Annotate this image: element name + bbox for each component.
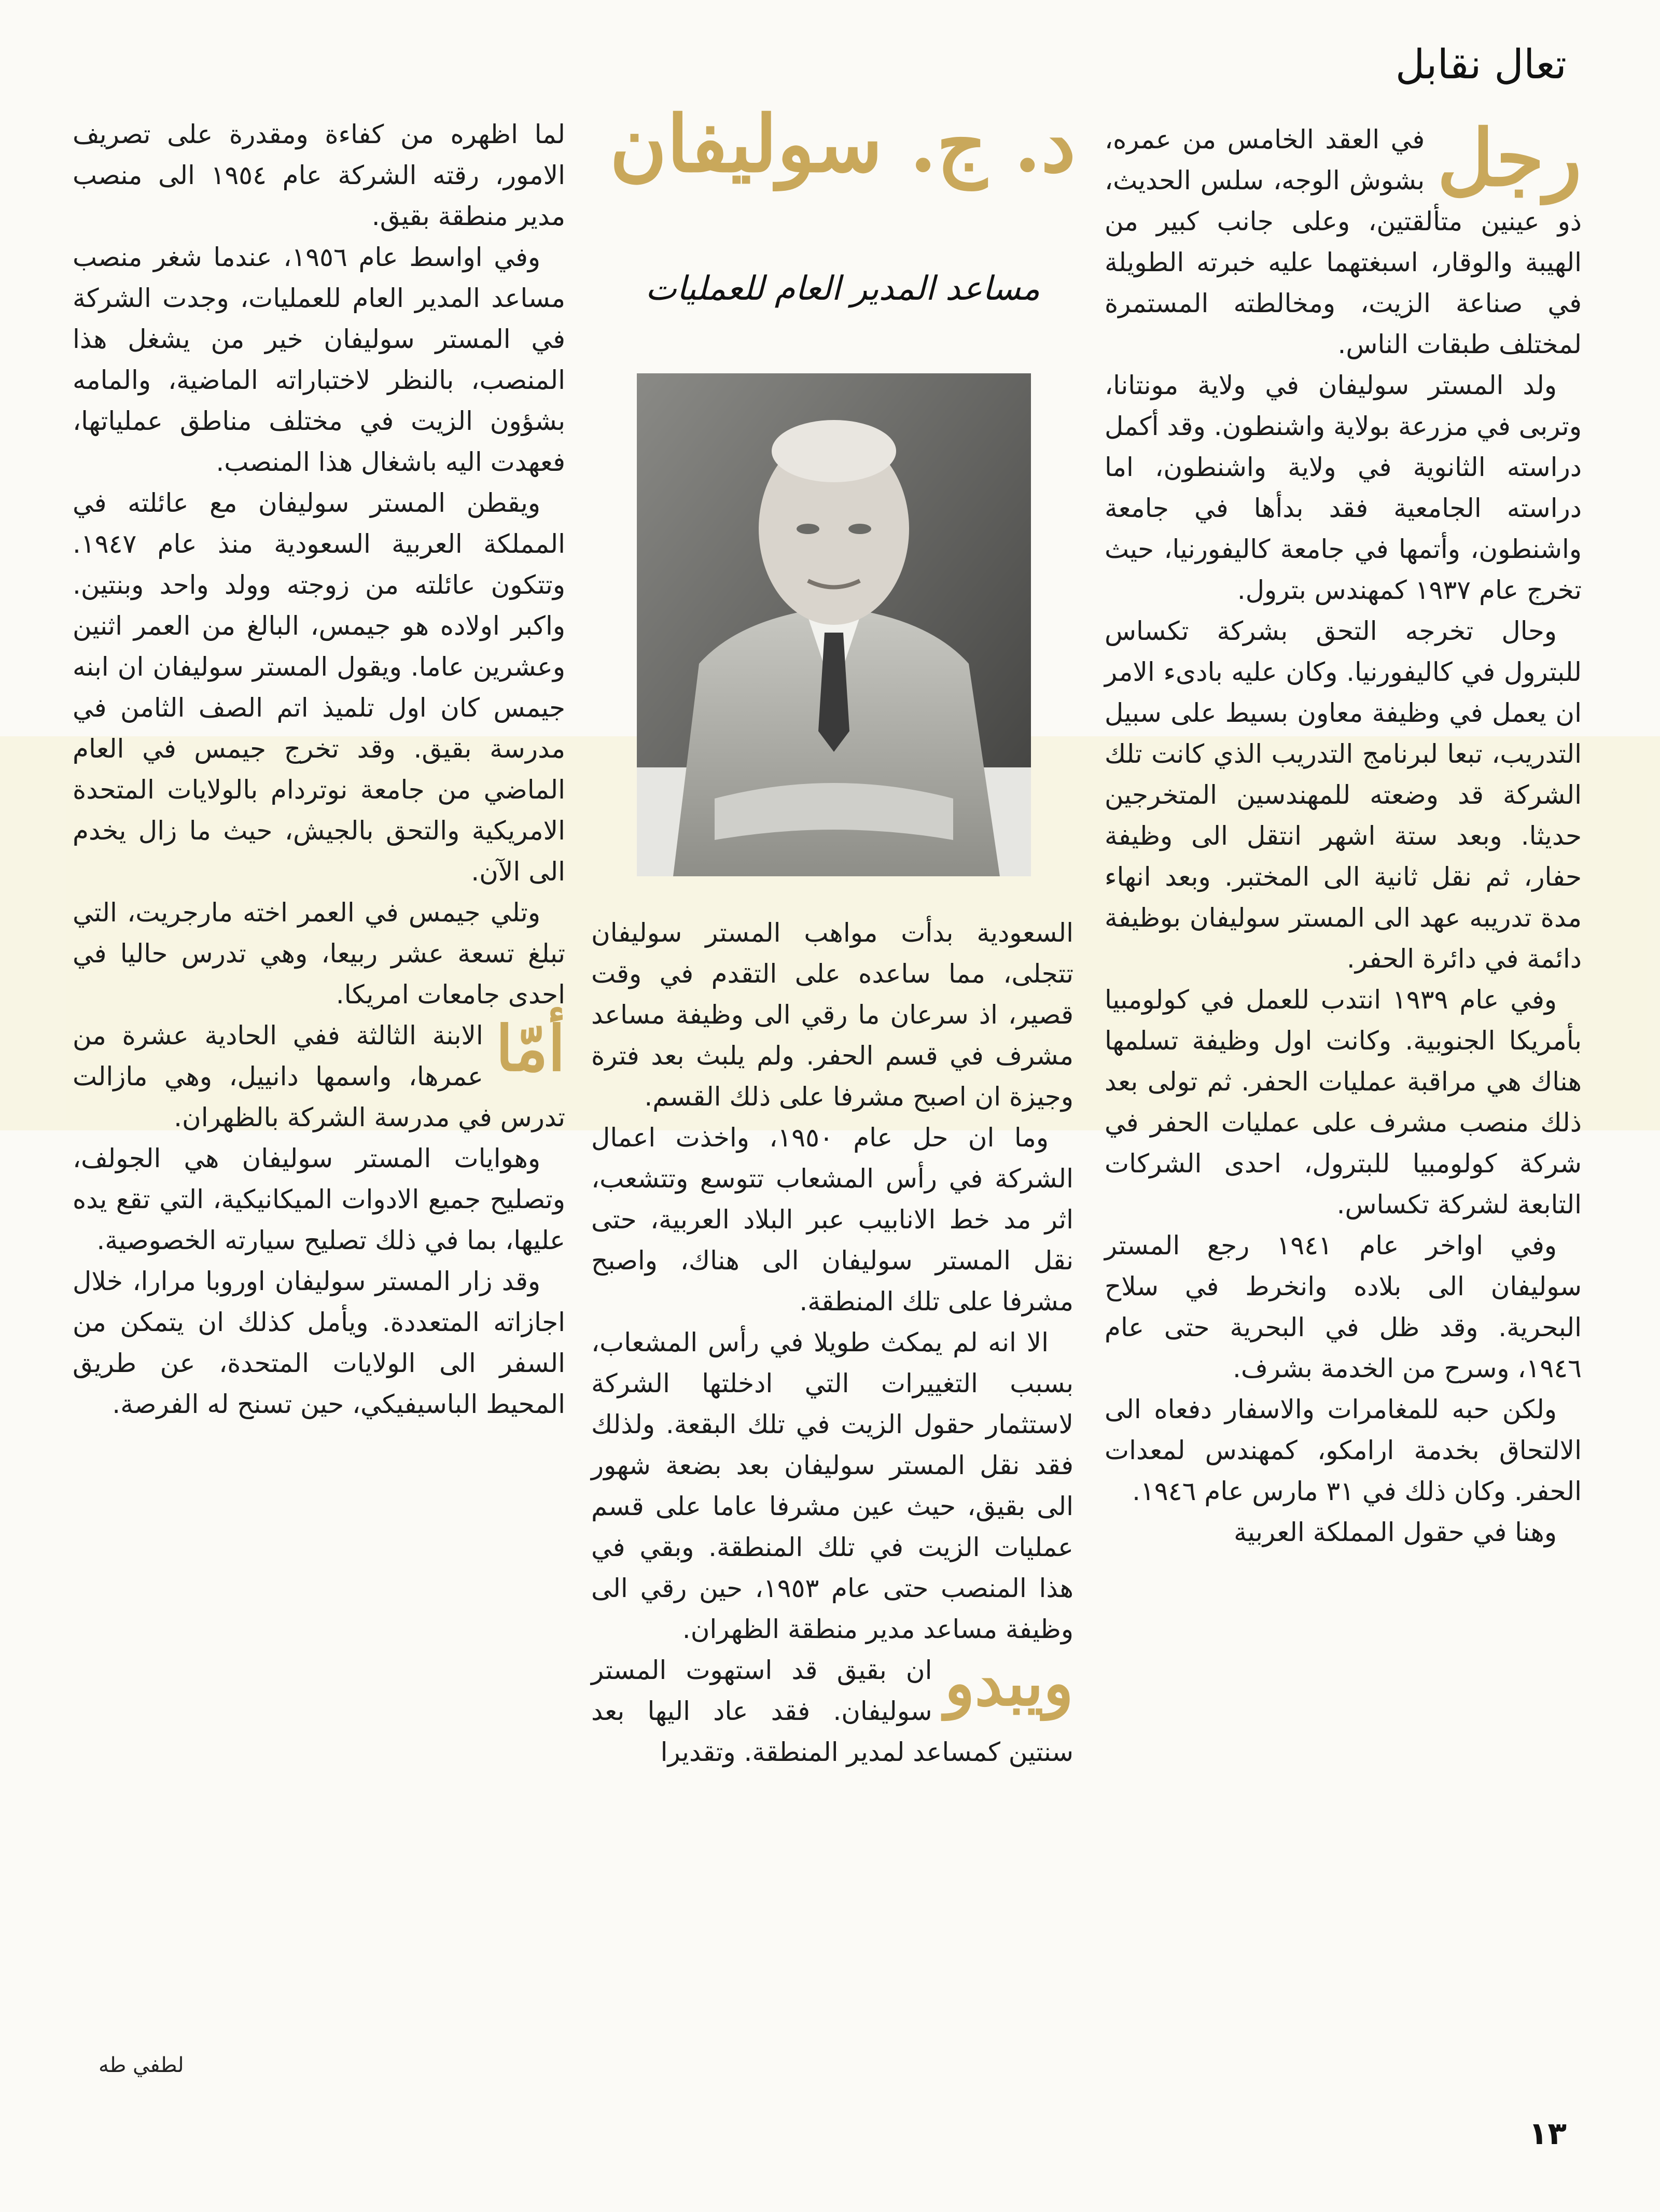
photo-credit: لطفي طه bbox=[99, 2053, 184, 2077]
paragraph: وفي اواسط عام ١٩٥٦، عندما شغر منصب مساعد المدير العام للعمليات، وجدت الشركة في المستر سوليفان خير من يشغل هذا المنصب، بالنظر لاختباراته الماضية، والمامه بشؤون الزيت في مختلف مناطق عملياتها، فعهدت اليه باشغال هذا المنصب. bbox=[73, 242, 565, 477]
paragraph: ان بقيق قد استهوت المستر سوليفان. فقد عاد اليها بعد سنتين كمساعد لمدير المنطقة. وتقديرا bbox=[591, 1655, 1073, 1767]
dropcap-word: أمّا bbox=[495, 1012, 565, 1085]
paragraph: وتلي جيمس في العمر اخته مارجريت، التي تبلغ تسعة عشر ربيعا، وهي تدرس حاليا في احدى جامعات امريكا. bbox=[73, 898, 565, 1010]
paragraph: ويقطن المستر سوليفان مع عائلته في المملكة العربية السعودية منذ عام ١٩٤٧. وتتكون عائلته من زوجته وولد واحد وبنتين. واكبر اولاده هو جيمس، البالغ من العمر اثنين وعشرين عاما. ويقول المستر سوليفان ان ابنه جيمس كان اول تلميذ اتم الصف الثامن في مدرسة بقيق. وقد تخرج جيمس في العام الماضي من جامعة نوتردام بالولايات المتحدة الامريكية والتحق بالجيش، حيث ما زال يخدم الى الآن. bbox=[73, 488, 565, 887]
portrait-photo bbox=[637, 373, 1031, 876]
article-title: د. ج. سوليفان bbox=[609, 99, 1076, 190]
paragraph: ولكن حبه للمغامرات والاسفار دفعاه الى الالتحاق بخدمة ارامكو، كمهندس لمعدات الحفر. وكان ذلك في ٣١ مارس عام ١٩٤٦. bbox=[1105, 1394, 1582, 1506]
paragraph: لما اظهره من كفاءة ومقدرة على تصريف الامور، رقته الشركة عام ١٩٥٤ الى منصب مدير منطقة بقيق. bbox=[73, 119, 565, 231]
paragraph: وفي اواخر عام ١٩٤١ رجع المستر سوليفان الى بلاده وانخرط في سلاح البحرية. وقد ظل في البحرية حتى عام ١٩٤٦، وسرح من الخدمة بشرف. bbox=[1105, 1230, 1582, 1383]
paragraph: في العقد الخامس من عمره، بشوش الوجه، سلس الحديث، ذو عينين متألقتين، وعلى جانب كبير من الهيبة والوقار، اسبغتهما عليه خبرته الطويلة في صناعة الزيت، ومخالطته المستمرة لمختلف طبقات الناس. bbox=[1105, 124, 1582, 359]
paragraph: وفي عام ١٩٣٩ انتدب للعمل في كولومبيا بأمريكا الجنوبية. وكانت اول وظيفة تسلمها هناك هي مراقبة عمليات الحفر. ثم تولى بعد ذلك منصب مشرف على عمليات الحفر في شركة كولومبيا للبترول، احدى الشركات التابعة لشركة تكساس. bbox=[1105, 985, 1582, 1220]
paragraph: وحال تخرجه التحق بشركة تكساس للبترول في كاليفورنيا. وكان عليه بادىء الامر ان يعمل في وظيفة معاون بسيط على سبيل التدريب، تبعا لبرنامج التدريب الذي كانت تلك الشركة قد وضعته للمهندسين المتخرجين حديثا. وبعد ستة اشهر انتقل الى وظيفة حفار، ثم نقل ثانية الى المختبر. وبعد انهاء مدة تدريبه عهد الى المستر سوليفان بوظيفة دائمة في دائرة الحفر. bbox=[1105, 616, 1582, 974]
paragraph: السعودية بدأت مواهب المستر سوليفان تتجلى، مما ساعده على التقدم في وقت قصير، اذ سرعان ما رقي الى وظيفة مساعد مشرف في قسم الحفر. ولم يلبث بعد فترة وجيزة ان اصبح مشرفا على ذلك القسم. bbox=[591, 918, 1073, 1112]
article-column-left bbox=[73, 114, 565, 1425]
paragraph: وما ان حل عام ١٩٥٠، واخذت اعمال الشركة في رأس المشعاب تتوسع وتتشعب، اثر مد خط الانابيب عبر البلاد العربية، حتى نقل المستر سوليفان الى هناك، واصبح مشرفا على تلك المنطقة. bbox=[591, 1123, 1073, 1317]
article-column-middle bbox=[591, 913, 1073, 1773]
paragraph: وهوايات المستر سوليفان هي الجولف، وتصليح جميع الادوات الميكانيكية، التي تقع يده عليها، بما في ذلك تصليح سيارته الخصوصية. bbox=[73, 1143, 565, 1255]
page-number: ١٣ bbox=[1528, 2116, 1567, 2152]
paragraph: الابنة الثالثة ففي الحادية عشرة من عمرها، واسمها دانييل، وهي مازالت تدرس في مدرسة الشركة بالظهران. bbox=[73, 1020, 565, 1132]
article-column-right bbox=[1105, 113, 1582, 1553]
paragraph: ولد المستر سوليفان في ولاية مونتانا، وتربى في مزرعة بولاية واشنطون. وقد أكمل دراسته الثانوية في ولاية واشنطون، اما دراسته الجامعية فقد بدأها في جامعة واشنطون، وأتمها في جامعة كاليفورنيا، حيث تخرج عام ١٩٣٧ كمهندس بترول. bbox=[1105, 370, 1582, 605]
dropcap-word: ويبدو bbox=[944, 1647, 1073, 1720]
section-label: تعال نقابل bbox=[1395, 41, 1567, 88]
paragraph: الا انه لم يمكث طويلا في رأس المشعاب، بسبب التغييرات التي ادخلتها الشركة لاستثمار حقول الزيت في تلك البقعة. ولذلك فقد نقل المستر سوليفان بعد بضعة شهور الى بقيق، حيث عين مشرفا عاما على قسم عمليات الزيت في تلك المنطقة. وبقي في هذا المنصب حتى عام ١٩٥٣، حين رقي الى وظيفة مساعد مدير منطقة الظهران. bbox=[591, 1327, 1073, 1644]
paragraph: وهنا في حقول المملكة العربية bbox=[1234, 1517, 1557, 1547]
paragraph: وقد زار المستر سوليفان اوروبا مرارا، خلال اجازاته المتعددة. ويأمل كذلك ان يتمكن من السفر الى الولايات المتحدة، عن طريق المحيط الباسيفيكي، حين تسنح له الفرصة. bbox=[73, 1266, 565, 1419]
article-subtitle: مساعد المدير العام للعمليات bbox=[645, 270, 1040, 308]
dropcap-word: رجل bbox=[1437, 113, 1582, 204]
portrait-icon bbox=[637, 373, 1031, 876]
